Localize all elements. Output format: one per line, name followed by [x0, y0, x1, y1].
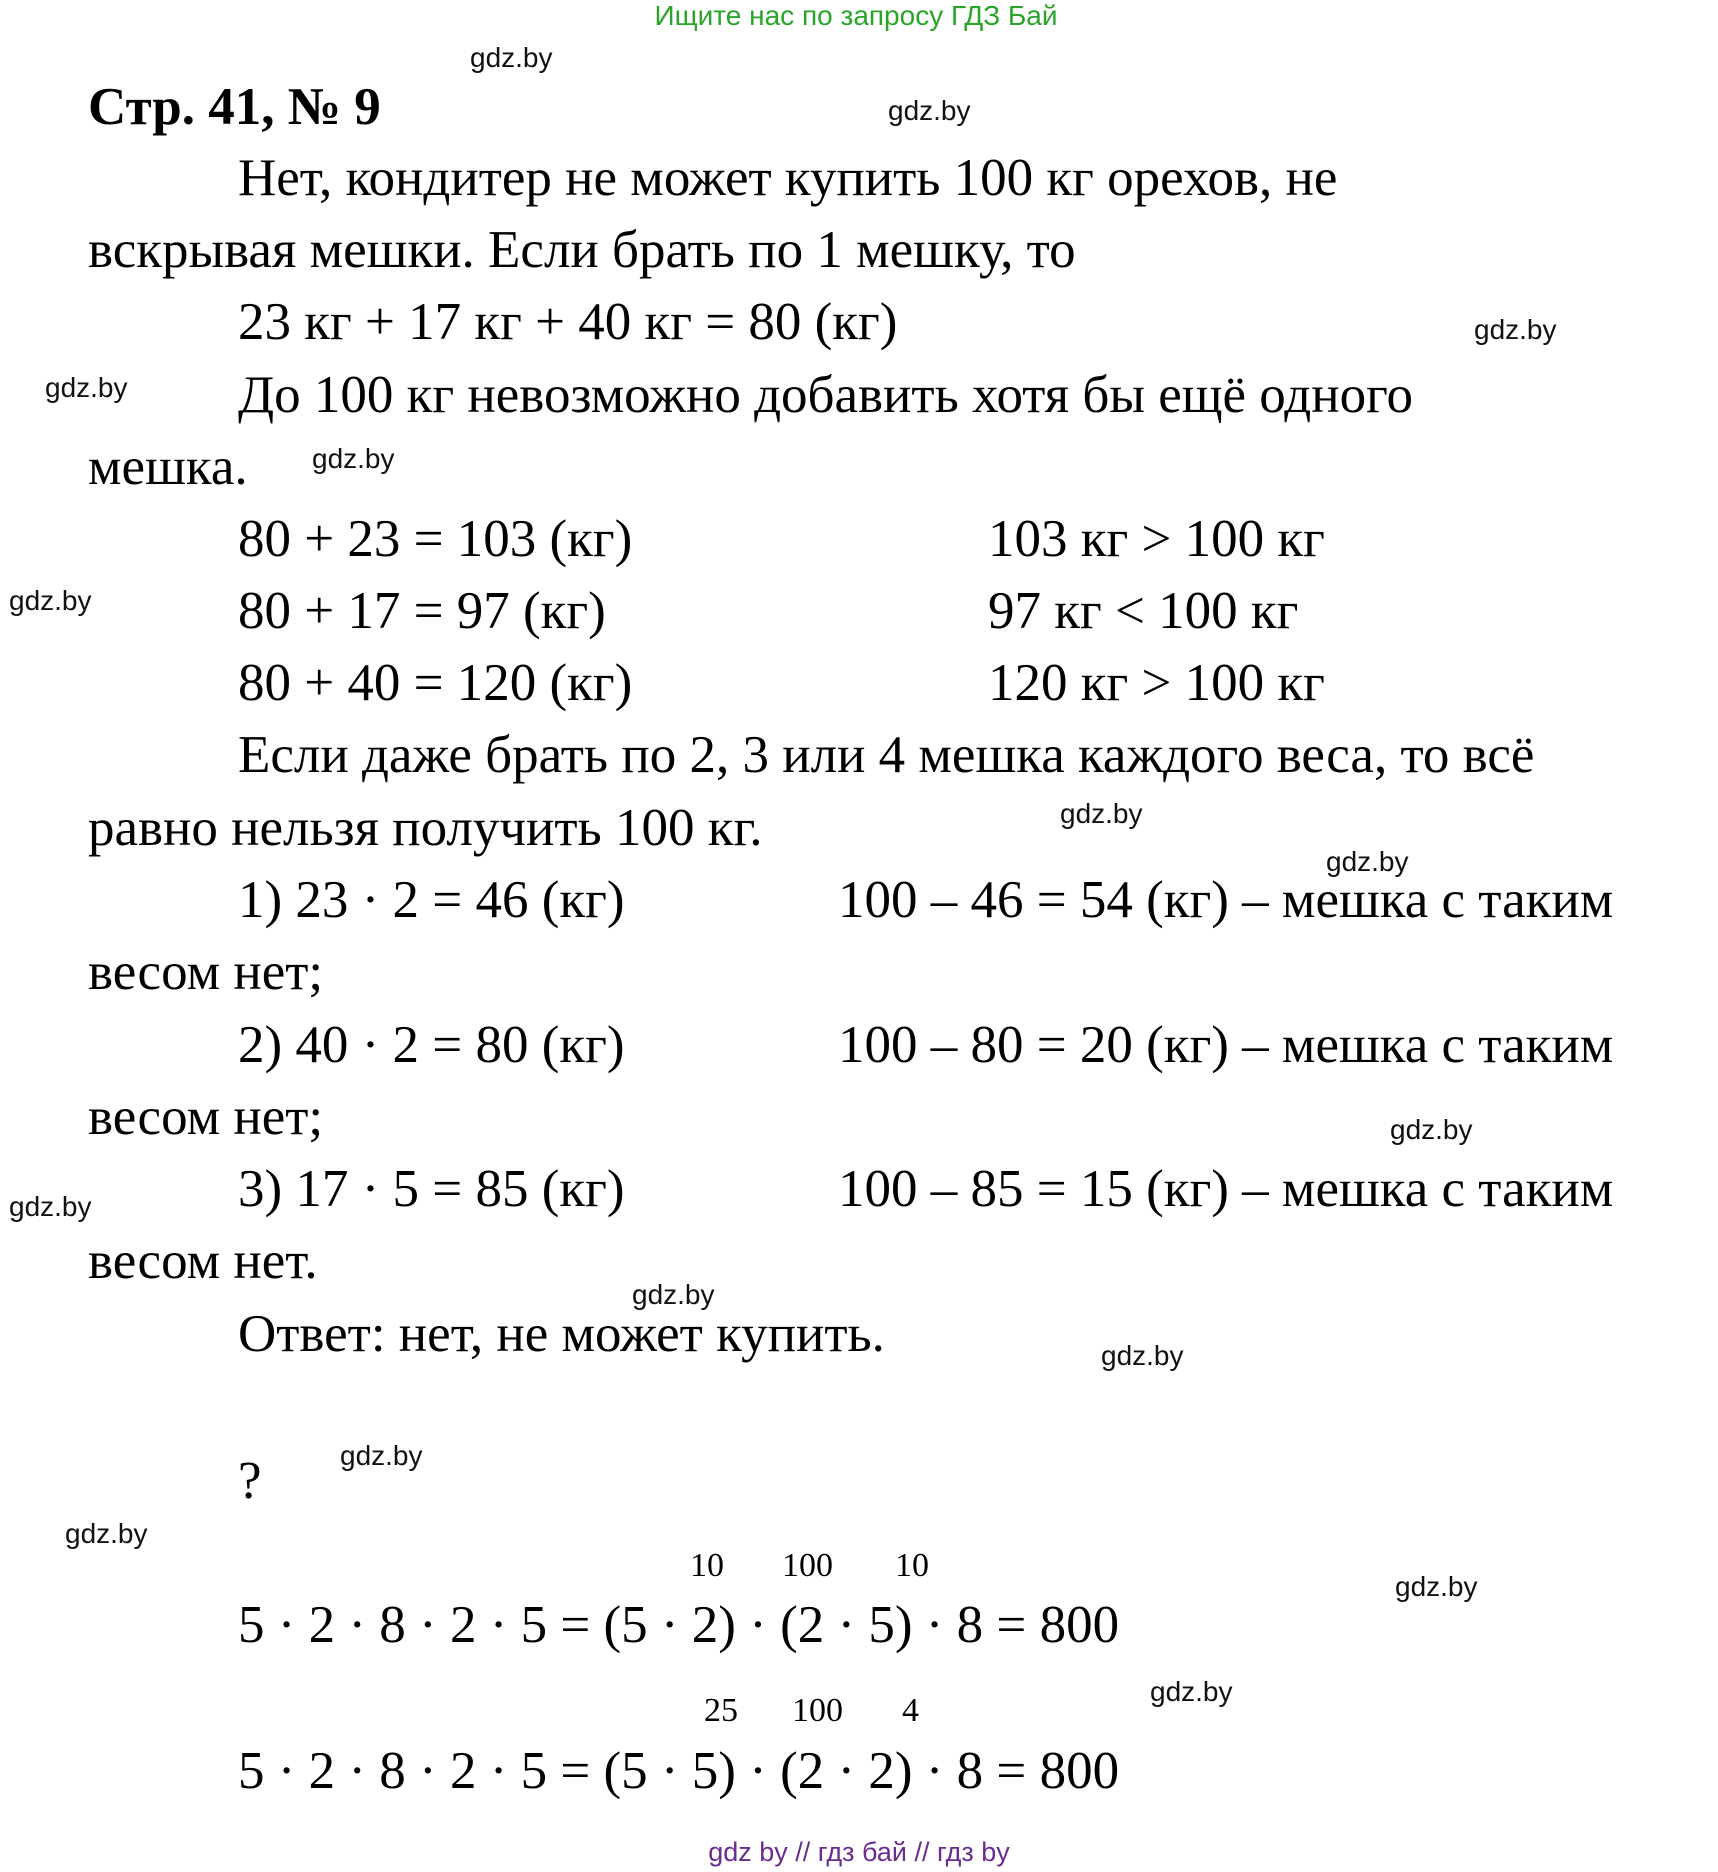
group-label: 10 — [690, 1547, 724, 1584]
watermark: gdz.by — [65, 1518, 148, 1549]
addition-equation: 80 + 40 = 120 (кг) — [238, 654, 633, 712]
watermark: gdz.by — [1390, 1114, 1473, 1145]
intro-line-1: Нет, кондитер не может купить 100 кг орехов, не — [238, 149, 1338, 207]
impossible-line-1: До 100 кг невозможно добавить хотя бы ещё одного — [238, 366, 1414, 424]
watermark: gdz.by — [1060, 798, 1143, 829]
answer-line: Ответ: нет, не может купить. — [238, 1305, 885, 1363]
grouping-expression: 5 · 2 · 8 · 2 · 5 = (5 · 2) · (2 · 5) · 8 = 800 — [238, 1596, 1120, 1654]
watermark: gdz.by — [9, 585, 92, 616]
group-label: 100 — [782, 1547, 833, 1584]
addition-comparison: 103 кг > 100 кг — [988, 510, 1325, 568]
intro-line-2: вскрывая мешки. Если брать по 1 мешку, то — [88, 221, 1076, 279]
watermark: gdz.by — [340, 1440, 423, 1471]
group-label: 25 — [704, 1692, 738, 1729]
case-remainder: 100 – 80 = 20 (кг) – мешка с таким — [838, 1016, 1614, 1074]
impossible-line-2: мешка. — [88, 438, 248, 496]
watermark: gdz.by — [1150, 1676, 1233, 1707]
case-product: 3) 17 · 5 = 85 (кг) — [238, 1160, 625, 1218]
top-banner[interactable]: Ищите нас по запросу ГДЗ Бай — [654, 0, 1058, 31]
group-label: 4 — [902, 1692, 919, 1729]
watermark: gdz.by — [9, 1191, 92, 1222]
case-remainder: 100 – 46 = 54 (кг) – мешка с таким — [838, 871, 1614, 929]
watermark: gdz.by — [1395, 1571, 1478, 1602]
sum-one-each: 23 кг + 17 кг + 40 кг = 80 (кг) — [238, 293, 898, 351]
group-label: 10 — [895, 1547, 929, 1584]
group-label: 100 — [792, 1692, 843, 1729]
watermark: gdz.by — [1474, 314, 1557, 345]
multi-line-2: равно нельзя получить 100 кг. — [88, 799, 763, 857]
question-mark: ? — [238, 1452, 262, 1510]
watermark: gdz.by — [632, 1279, 715, 1310]
addition-comparison: 97 кг < 100 кг — [988, 582, 1299, 640]
case-continuation: весом нет; — [88, 1088, 324, 1146]
watermark: gdz.by — [45, 372, 128, 403]
watermark: gdz.by — [888, 95, 971, 126]
case-product: 1) 23 · 2 = 46 (кг) — [238, 871, 625, 929]
watermark: gdz.by — [312, 443, 395, 474]
case-product: 2) 40 · 2 = 80 (кг) — [238, 1016, 625, 1074]
watermark: gdz.by — [1101, 1340, 1184, 1371]
grouping-expression: 5 · 2 · 8 · 2 · 5 = (5 · 5) · (2 · 2) · 8 = 800 — [238, 1742, 1120, 1800]
watermark: gdz.by — [470, 42, 553, 73]
case-continuation: весом нет. — [88, 1232, 318, 1290]
addition-equation: 80 + 23 = 103 (кг) — [238, 510, 633, 568]
case-continuation: весом нет; — [88, 943, 324, 1001]
addition-comparison: 120 кг > 100 кг — [988, 654, 1325, 712]
multi-line-1: Если даже брать по 2, 3 или 4 мешка каждого веса, то всё — [238, 726, 1535, 784]
bottom-banner[interactable]: gdz by // гдз бай // гдз by — [708, 1837, 1010, 1867]
page-title: Стр. 41, № 9 — [88, 78, 381, 136]
watermark: gdz.by — [1326, 846, 1409, 877]
case-remainder: 100 – 85 = 15 (кг) – мешка с таким — [838, 1160, 1614, 1218]
addition-equation: 80 + 17 = 97 (кг) — [238, 582, 606, 640]
